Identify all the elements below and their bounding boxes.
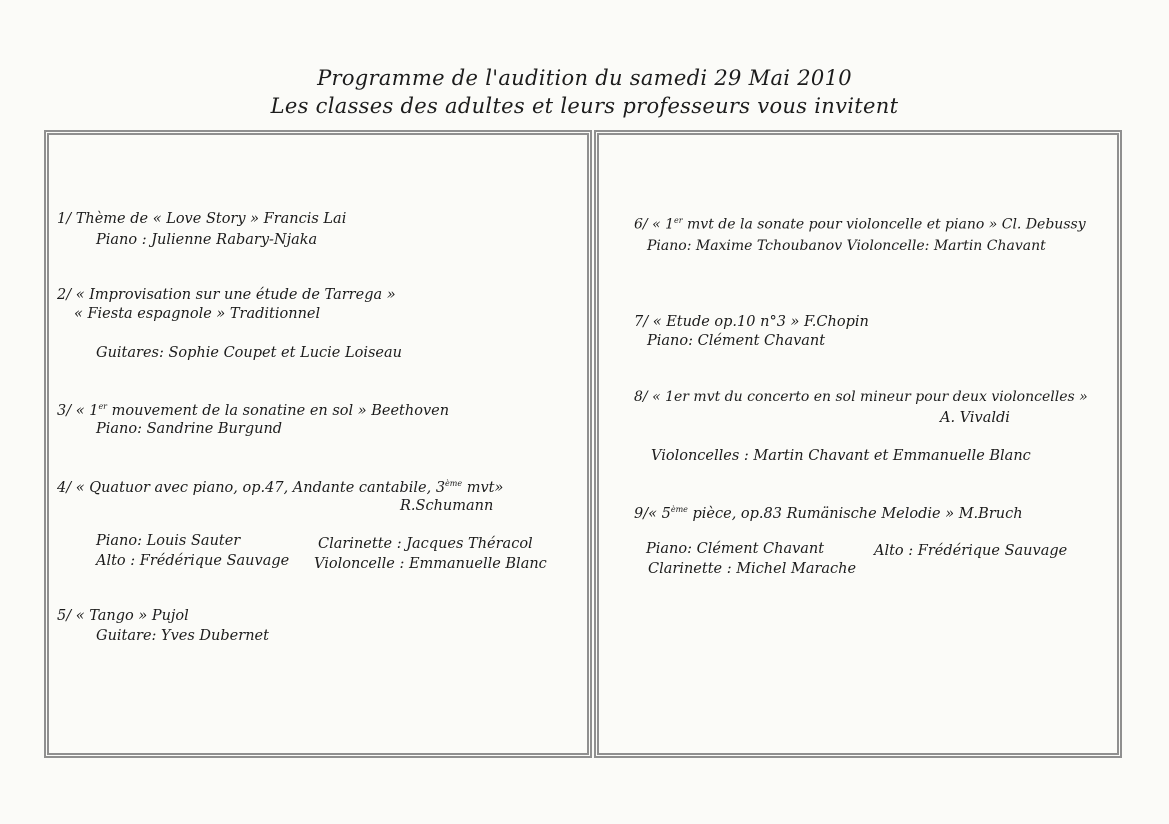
- piece-9-performer-alto: Alto : Frédérique Sauvage: [874, 543, 1068, 559]
- program-subtitle: Les classes des adultes et leurs professeurs vous invitent: [270, 94, 899, 118]
- piece-4-performer-piano: Piano: Louis Sauter: [96, 533, 241, 549]
- piece-6-title: 6/ « 1er mvt de la sonate pour violoncelle et piano » Cl. Debussy: [634, 216, 1086, 233]
- piece-4-performer-cello: Violoncelle : Emmanuelle Blanc: [314, 556, 547, 572]
- piece-1-title: 1/ Thème de « Love Story » Francis Lai: [57, 211, 347, 227]
- piece-3-title: 3/ « 1er mouvement de la sonatine en sol » Beethoven: [57, 402, 450, 419]
- piece-1-performers: Piano : Julienne Rabary-Njaka: [96, 232, 318, 248]
- piece-5-performers: Guitare: Yves Dubernet: [96, 628, 269, 644]
- piece-4-composer: R.Schumann: [400, 498, 494, 514]
- piece-9-performer-clarinet: Clarinette : Michel Marache: [648, 561, 857, 577]
- piece-4-performer-clarinet: Clarinette : Jacques Théracol: [318, 536, 533, 552]
- piece-4-title: 4/ « Quatuor avec piano, op.47, Andante cantabile, 3ème mvt»: [57, 479, 504, 496]
- piece-9-performer-piano: Piano: Clément Chavant: [646, 541, 825, 557]
- piece-2-title-2: « Fiesta espagnole » Traditionnel: [74, 306, 321, 322]
- piece-8-title: 8/ « 1er mvt du concerto en sol mineur pour deux violoncelles »: [634, 389, 1088, 405]
- piece-4-performer-alto: Alto : Frédérique Sauvage: [96, 553, 290, 569]
- piece-7-performers: Piano: Clément Chavant: [647, 333, 826, 349]
- piece-2-performers: Guitares: Sophie Coupet et Lucie Loiseau: [96, 345, 402, 361]
- piece-9-title: 9/« 5ème pièce, op.83 Rumänische Melodie » M.Bruch: [634, 505, 1023, 522]
- piece-2-title: 2/ « Improvisation sur une étude de Tarrega »: [57, 287, 396, 303]
- piece-6-performers: Piano: Maxime Tchoubanov Violoncelle: Martin Chavant: [647, 238, 1046, 254]
- piece-5-title: 5/ « Tango » Pujol: [57, 608, 189, 624]
- program-title: Programme de l'audition du samedi 29 Mai 2010: [317, 66, 852, 90]
- piece-8-performers: Violoncelles : Martin Chavant et Emmanuelle Blanc: [651, 448, 1031, 464]
- piece-3-performers: Piano: Sandrine Burgund: [96, 421, 283, 437]
- piece-7-title: 7/ « Etude op.10 n°3 » F.Chopin: [634, 314, 869, 330]
- piece-8-composer: A. Vivaldi: [940, 410, 1010, 426]
